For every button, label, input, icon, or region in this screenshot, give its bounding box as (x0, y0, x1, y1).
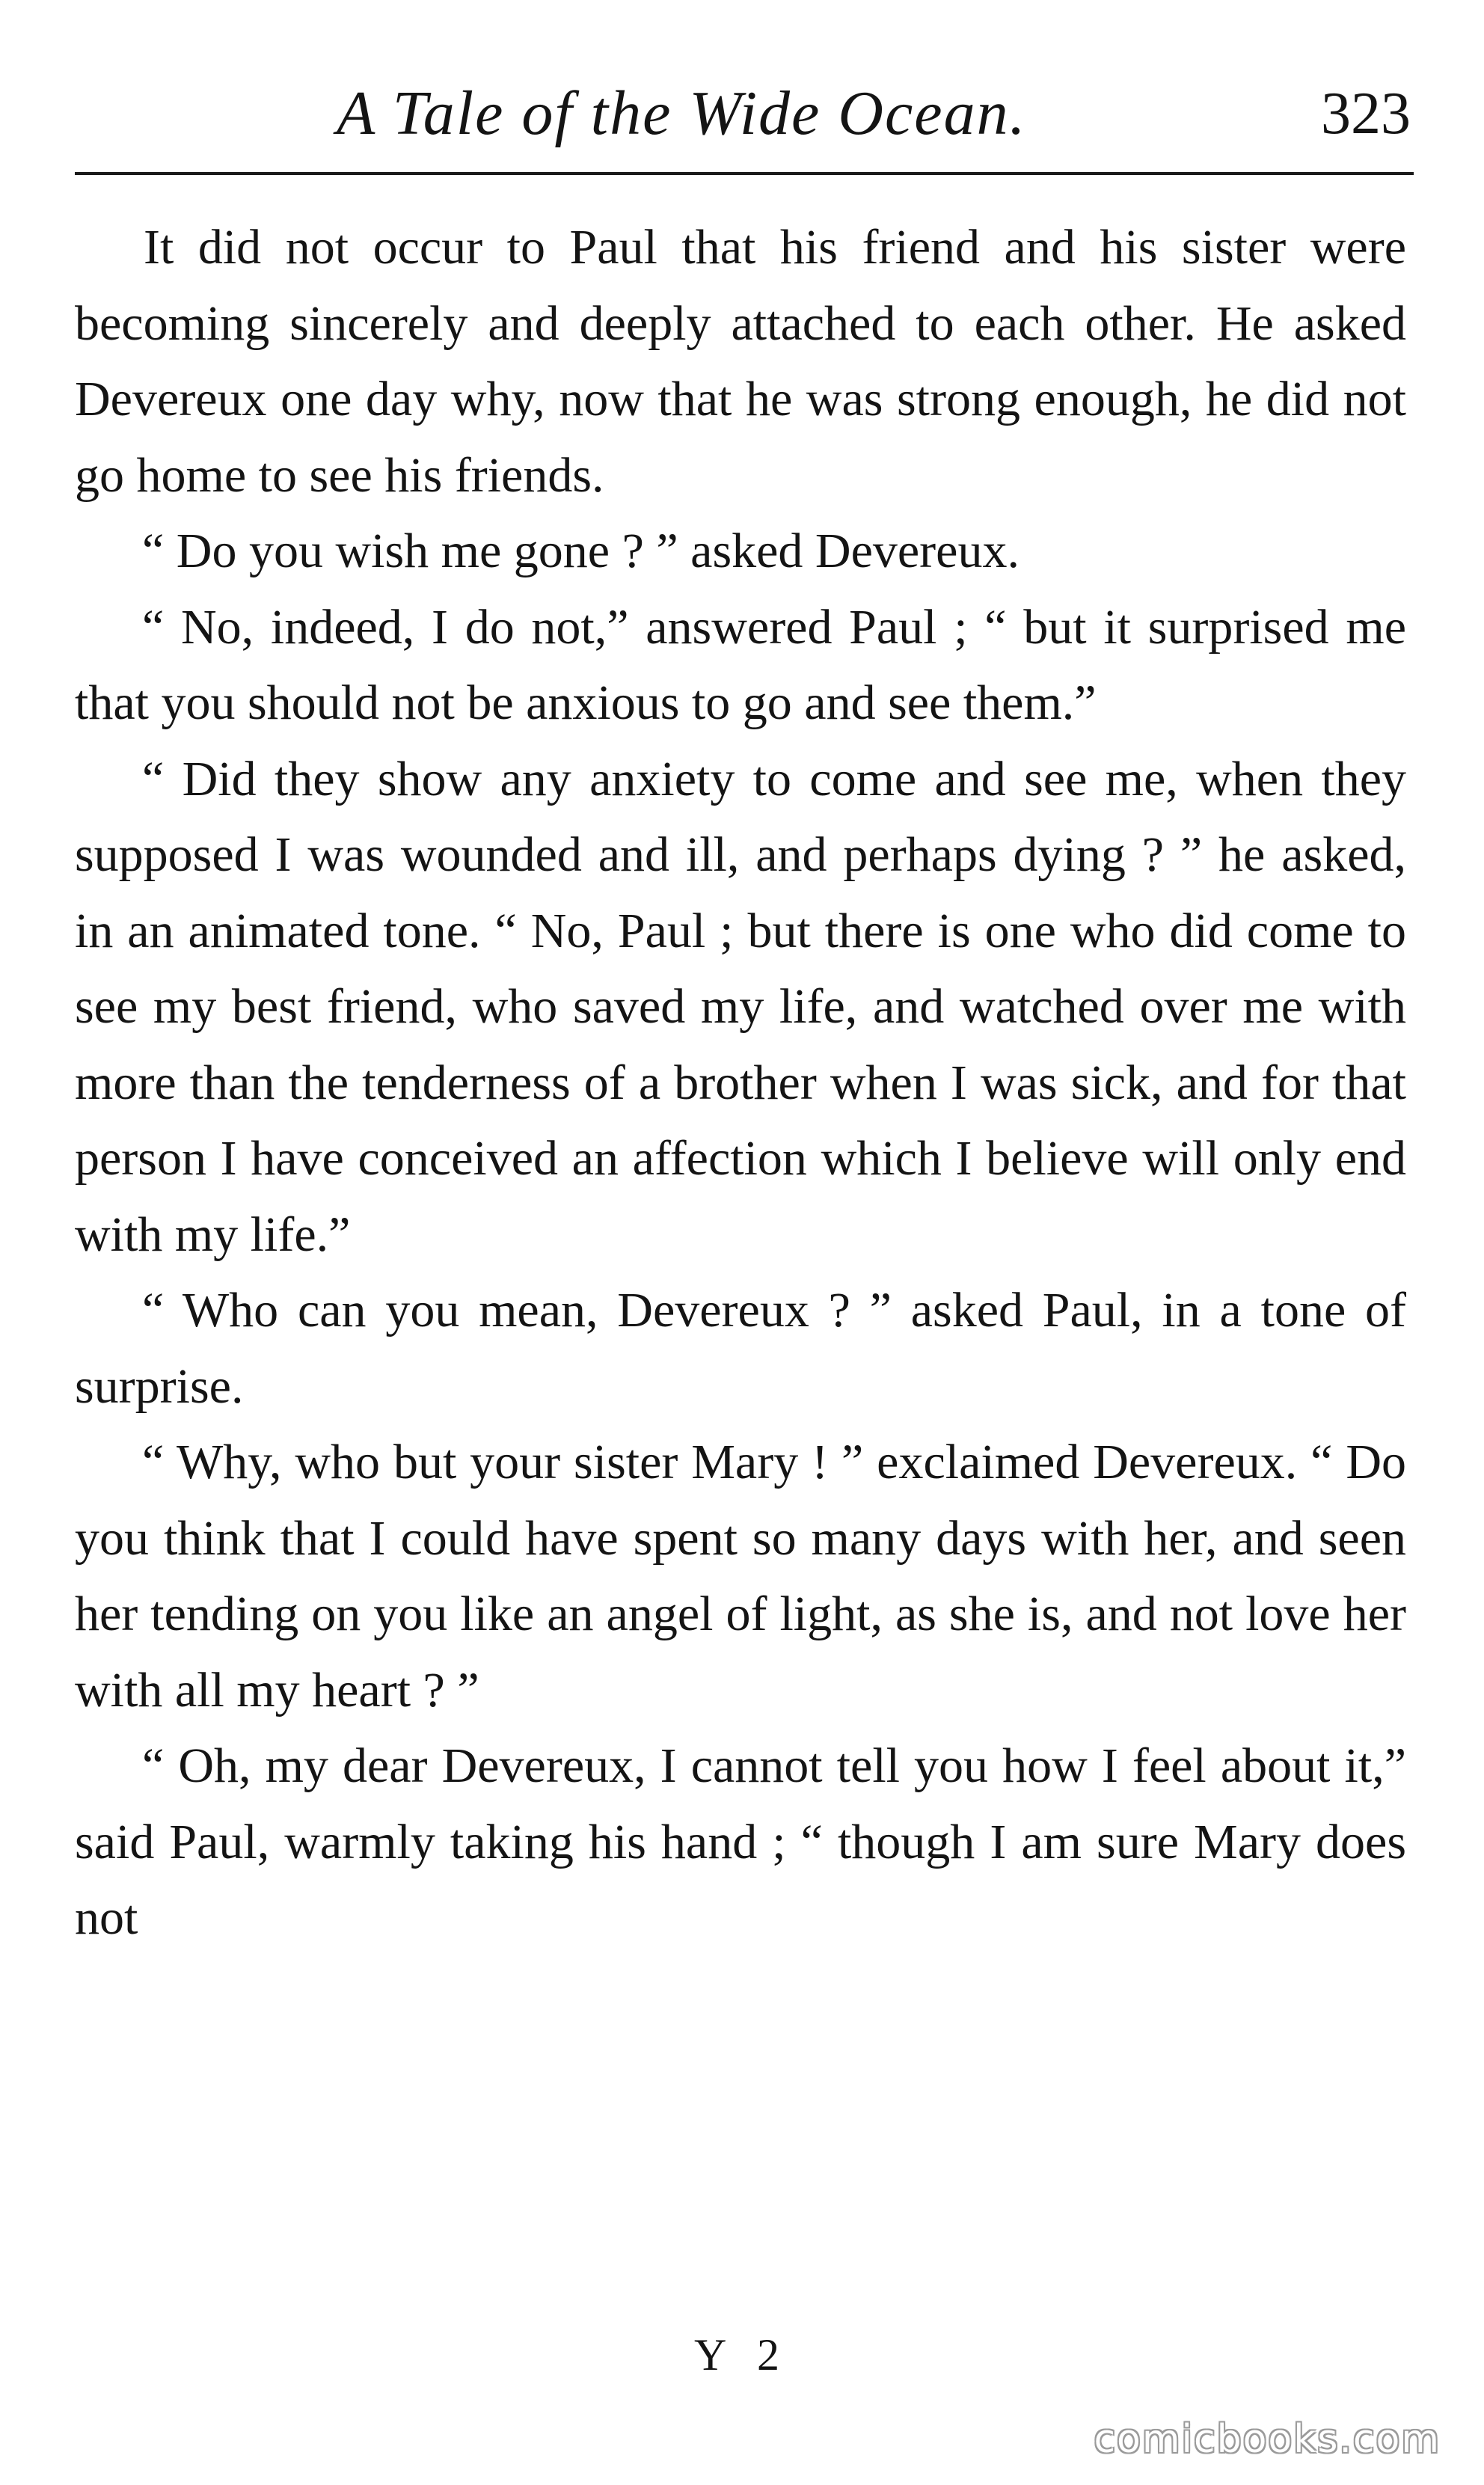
paragraph: It did not occur to Paul that his friend and his sister were becoming sincerely and deeply attached to each other. He asked Devereux one day why, now that he was strong enough, he did not go home to see his friends. (75, 220, 1406, 503)
signature-mark: Y 2 (693, 2330, 791, 2380)
running-title: A Tale of the Wide Ocean. (337, 79, 1027, 148)
paragraph: “ Who can you mean, Devereux ? ” asked Paul, in a tone of surprise. (75, 1283, 1406, 1414)
running-head (75, 69, 1414, 159)
body-text (75, 209, 1406, 1956)
paragraph: “ Did they show any anxiety to come and see me, when they supposed I was wounded and ill, and perhaps dying ? ” he asked, in an animated tone. “ No, Paul ; but there is one who did come to see my best friend, who saved my life, and watched over me with more than the tenderness of a brother when I was sick, and for that person I have conceived an affection which I believe will only end with my life.” (75, 751, 1406, 1262)
paragraph: “ Why, who but your sister Mary ! ” exclaimed Devereux. “ Do you think that I could have spent so many days with her, and seen her tending on you like an angel of light, as she is, and not love her with all my heart ? ” (75, 1435, 1406, 1718)
paragraph: “ No, indeed, I do not,” answered Paul ; “ but it surprised me that you should not be anxious to go and see them.” (75, 599, 1406, 730)
header-rule (75, 172, 1414, 175)
paragraph: “ Do you wish me gone ? ” asked Devereux. (142, 524, 1020, 578)
watermark-logo: comicbooks.com (1094, 2417, 1441, 2462)
page-number: 323 (1321, 81, 1411, 147)
paragraph: “ Oh, my dear Devereux, I cannot tell you how I feel about it,” said Paul, warmly taking his hand ; “ though I am sure Mary does not (75, 1738, 1406, 1945)
